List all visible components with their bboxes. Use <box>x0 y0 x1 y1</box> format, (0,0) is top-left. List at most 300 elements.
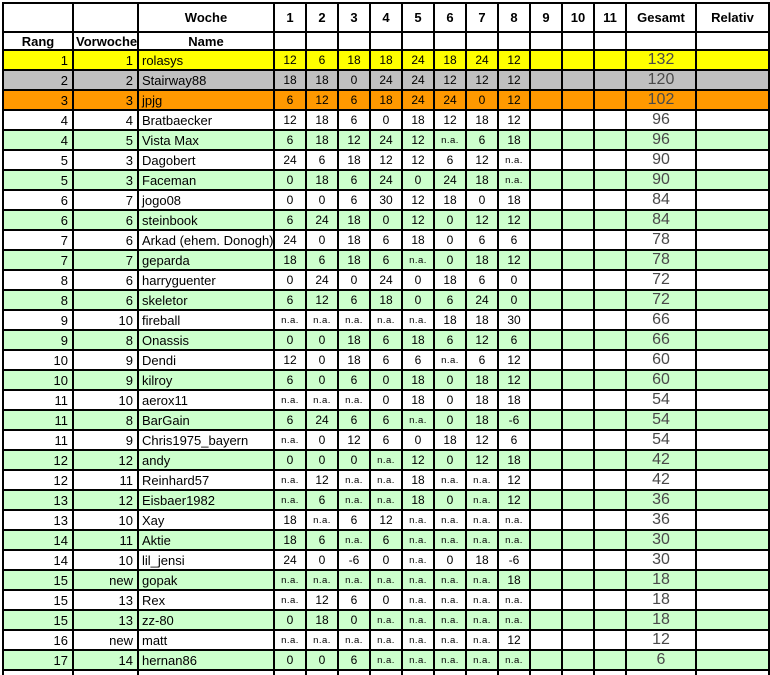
cell-week-3[interactable]: n.a. <box>338 470 370 490</box>
cell-week-8[interactable]: 18 <box>498 390 530 410</box>
cell-week-6[interactable]: 12 <box>434 70 466 90</box>
cell-week-1[interactable]: 24 <box>274 150 306 170</box>
cell-week-4[interactable]: 18 <box>370 50 402 70</box>
cell-vorwoche[interactable]: 13 <box>73 590 138 610</box>
cell-gesamt[interactable]: 54 <box>626 390 696 410</box>
cell-name[interactable]: Reinhard57 <box>138 470 274 490</box>
cell-week-3[interactable]: 6 <box>338 410 370 430</box>
cell-week-11[interactable] <box>594 50 626 70</box>
cell-week-5[interactable]: n.a. <box>402 570 434 590</box>
cell-week-5[interactable]: 18 <box>402 110 434 130</box>
cell-week-7[interactable]: 12 <box>466 210 498 230</box>
cell-relativ[interactable] <box>696 290 769 310</box>
cell-name[interactable]: Faceman <box>138 170 274 190</box>
cell-week-8[interactable]: 30 <box>498 310 530 330</box>
header-empty-vorwoche[interactable] <box>73 3 138 32</box>
cell-week-10[interactable] <box>562 370 594 390</box>
cell-week-11[interactable] <box>594 350 626 370</box>
cell-week-7[interactable]: 0 <box>466 190 498 210</box>
cell-week-9[interactable] <box>530 630 562 650</box>
cell-week-4[interactable]: 18 <box>370 290 402 310</box>
cell-week-8[interactable]: 18 <box>498 130 530 150</box>
partial-cell[interactable] <box>3 670 73 675</box>
cell-week-3[interactable]: 6 <box>338 510 370 530</box>
cell-name[interactable]: fireball <box>138 310 274 330</box>
cell-week-9[interactable] <box>530 370 562 390</box>
cell-week-3[interactable]: 6 <box>338 650 370 670</box>
cell-week-7[interactable]: 0 <box>466 90 498 110</box>
cell-week-2[interactable]: n.a. <box>306 310 338 330</box>
cell-week-7[interactable]: n.a. <box>466 650 498 670</box>
cell-week-5[interactable]: 24 <box>402 90 434 110</box>
cell-week-8[interactable]: 6 <box>498 330 530 350</box>
cell-week-2[interactable]: 18 <box>306 130 338 150</box>
cell-rang[interactable]: 15 <box>3 590 73 610</box>
cell-name[interactable]: rolasys <box>138 50 274 70</box>
cell-week-3[interactable]: 6 <box>338 370 370 390</box>
cell-week-11[interactable] <box>594 490 626 510</box>
cell-vorwoche[interactable]: 2 <box>73 70 138 90</box>
cell-week-8[interactable]: n.a. <box>498 150 530 170</box>
cell-rang[interactable]: 3 <box>3 90 73 110</box>
cell-week-9[interactable] <box>530 350 562 370</box>
cell-rang[interactable]: 6 <box>3 190 73 210</box>
cell-relativ[interactable] <box>696 250 769 270</box>
cell-week-7[interactable]: 6 <box>466 270 498 290</box>
cell-week-9[interactable] <box>530 310 562 330</box>
cell-week-4[interactable]: 30 <box>370 190 402 210</box>
cell-gesamt[interactable]: 120 <box>626 70 696 90</box>
header-empty-gesamt[interactable] <box>626 32 696 50</box>
cell-week-6[interactable]: 0 <box>434 490 466 510</box>
cell-week-5[interactable]: n.a. <box>402 590 434 610</box>
cell-week-6[interactable]: 12 <box>434 110 466 130</box>
cell-vorwoche[interactable]: 9 <box>73 370 138 390</box>
header-empty-rang[interactable] <box>3 3 73 32</box>
cell-week-4[interactable]: 0 <box>370 550 402 570</box>
cell-week-4[interactable]: 0 <box>370 210 402 230</box>
cell-gesamt[interactable]: 90 <box>626 150 696 170</box>
cell-week-11[interactable] <box>594 310 626 330</box>
cell-gesamt[interactable]: 36 <box>626 510 696 530</box>
cell-name[interactable]: aerox11 <box>138 390 274 410</box>
cell-week-5[interactable]: n.a. <box>402 530 434 550</box>
cell-week-4[interactable]: 6 <box>370 350 402 370</box>
cell-week-4[interactable]: 24 <box>370 130 402 150</box>
cell-name[interactable]: jogo08 <box>138 190 274 210</box>
cell-gesamt[interactable]: 72 <box>626 290 696 310</box>
cell-week-1[interactable]: 0 <box>274 270 306 290</box>
cell-rang[interactable]: 15 <box>3 610 73 630</box>
cell-week-9[interactable] <box>530 450 562 470</box>
cell-week-6[interactable]: n.a. <box>434 130 466 150</box>
cell-week-11[interactable] <box>594 410 626 430</box>
partial-cell[interactable] <box>73 670 138 675</box>
cell-week-11[interactable] <box>594 130 626 150</box>
cell-week-7[interactable]: 12 <box>466 70 498 90</box>
cell-gesamt[interactable]: 18 <box>626 570 696 590</box>
cell-relativ[interactable] <box>696 310 769 330</box>
cell-rang[interactable]: 16 <box>3 630 73 650</box>
cell-week-7[interactable]: n.a. <box>466 510 498 530</box>
cell-week-11[interactable] <box>594 510 626 530</box>
cell-week-7[interactable]: 18 <box>466 250 498 270</box>
cell-week-2[interactable]: 12 <box>306 470 338 490</box>
cell-relativ[interactable] <box>696 530 769 550</box>
cell-rang[interactable]: 9 <box>3 330 73 350</box>
cell-week-7[interactable]: 18 <box>466 370 498 390</box>
cell-week-11[interactable] <box>594 150 626 170</box>
cell-name[interactable]: kilroy <box>138 370 274 390</box>
cell-week-10[interactable] <box>562 90 594 110</box>
cell-week-7[interactable]: 18 <box>466 550 498 570</box>
cell-week-8[interactable]: -6 <box>498 550 530 570</box>
header-week-10[interactable]: 10 <box>562 3 594 32</box>
cell-week-10[interactable] <box>562 170 594 190</box>
cell-week-2[interactable]: 12 <box>306 290 338 310</box>
cell-week-9[interactable] <box>530 430 562 450</box>
cell-vorwoche[interactable]: 8 <box>73 410 138 430</box>
header-gesamt[interactable]: Gesamt <box>626 3 696 32</box>
header-empty-relativ[interactable] <box>696 32 769 50</box>
cell-vorwoche[interactable]: 1 <box>73 50 138 70</box>
cell-week-7[interactable]: n.a. <box>466 530 498 550</box>
cell-relativ[interactable] <box>696 610 769 630</box>
cell-week-10[interactable] <box>562 350 594 370</box>
header-week-4[interactable]: 4 <box>370 3 402 32</box>
cell-vorwoche[interactable]: 7 <box>73 190 138 210</box>
cell-name[interactable]: harryguenter <box>138 270 274 290</box>
cell-gesamt[interactable]: 42 <box>626 450 696 470</box>
cell-relativ[interactable] <box>696 390 769 410</box>
header-week-8[interactable]: 8 <box>498 3 530 32</box>
cell-week-9[interactable] <box>530 210 562 230</box>
cell-week-1[interactable]: 24 <box>274 230 306 250</box>
cell-week-1[interactable]: 0 <box>274 650 306 670</box>
cell-name[interactable]: jpjg <box>138 90 274 110</box>
cell-week-10[interactable] <box>562 610 594 630</box>
cell-week-1[interactable]: n.a. <box>274 310 306 330</box>
partial-cell[interactable] <box>562 670 594 675</box>
partial-cell[interactable] <box>530 670 562 675</box>
cell-name[interactable]: Arkad (ehem. Donogh) <box>138 230 274 250</box>
cell-week-9[interactable] <box>530 470 562 490</box>
header-week-2[interactable]: 2 <box>306 3 338 32</box>
header-name[interactable]: Name <box>138 32 274 50</box>
cell-week-3[interactable]: 18 <box>338 350 370 370</box>
cell-vorwoche[interactable]: 7 <box>73 250 138 270</box>
cell-week-1[interactable]: 0 <box>274 170 306 190</box>
cell-gesamt[interactable]: 72 <box>626 270 696 290</box>
partial-cell[interactable] <box>696 670 769 675</box>
cell-week-10[interactable] <box>562 110 594 130</box>
cell-week-9[interactable] <box>530 590 562 610</box>
cell-name[interactable]: geparda <box>138 250 274 270</box>
cell-name[interactable]: Rex <box>138 590 274 610</box>
cell-week-2[interactable]: 18 <box>306 110 338 130</box>
cell-week-5[interactable]: n.a. <box>402 630 434 650</box>
cell-rang[interactable]: 7 <box>3 230 73 250</box>
cell-rang[interactable]: 11 <box>3 430 73 450</box>
cell-week-1[interactable]: 6 <box>274 210 306 230</box>
cell-week-11[interactable] <box>594 230 626 250</box>
partial-cell[interactable] <box>626 670 696 675</box>
cell-week-5[interactable]: n.a. <box>402 250 434 270</box>
cell-week-11[interactable] <box>594 270 626 290</box>
cell-relativ[interactable] <box>696 190 769 210</box>
cell-week-10[interactable] <box>562 630 594 650</box>
cell-week-10[interactable] <box>562 430 594 450</box>
cell-week-10[interactable] <box>562 210 594 230</box>
subheader-week-2[interactable] <box>306 32 338 50</box>
cell-week-11[interactable] <box>594 590 626 610</box>
cell-week-11[interactable] <box>594 370 626 390</box>
cell-week-10[interactable] <box>562 290 594 310</box>
cell-week-4[interactable]: 6 <box>370 250 402 270</box>
cell-week-6[interactable]: 0 <box>434 410 466 430</box>
cell-week-4[interactable]: 6 <box>370 410 402 430</box>
cell-week-8[interactable]: 12 <box>498 210 530 230</box>
cell-week-2[interactable]: 0 <box>306 330 338 350</box>
cell-week-10[interactable] <box>562 250 594 270</box>
cell-vorwoche[interactable]: 10 <box>73 390 138 410</box>
cell-week-7[interactable]: 12 <box>466 150 498 170</box>
cell-gesamt[interactable]: 132 <box>626 50 696 70</box>
cell-vorwoche[interactable]: 14 <box>73 650 138 670</box>
cell-name[interactable]: hernan86 <box>138 650 274 670</box>
cell-gesamt[interactable]: 66 <box>626 310 696 330</box>
cell-vorwoche[interactable]: 12 <box>73 450 138 470</box>
cell-week-5[interactable]: 18 <box>402 490 434 510</box>
cell-week-8[interactable]: 18 <box>498 190 530 210</box>
cell-week-5[interactable]: 18 <box>402 330 434 350</box>
cell-gesamt[interactable]: 84 <box>626 210 696 230</box>
cell-week-11[interactable] <box>594 290 626 310</box>
cell-week-10[interactable] <box>562 190 594 210</box>
cell-week-2[interactable]: 6 <box>306 250 338 270</box>
cell-week-8[interactable]: n.a. <box>498 170 530 190</box>
cell-week-2[interactable]: 24 <box>306 410 338 430</box>
cell-week-3[interactable]: -6 <box>338 550 370 570</box>
cell-week-8[interactable]: 12 <box>498 50 530 70</box>
cell-week-7[interactable]: n.a. <box>466 590 498 610</box>
cell-name[interactable]: Chris1975_bayern <box>138 430 274 450</box>
cell-week-1[interactable]: 0 <box>274 330 306 350</box>
cell-week-10[interactable] <box>562 390 594 410</box>
cell-name[interactable]: BarGain <box>138 410 274 430</box>
cell-rang[interactable]: 12 <box>3 470 73 490</box>
cell-week-3[interactable]: n.a. <box>338 570 370 590</box>
cell-week-6[interactable]: n.a. <box>434 650 466 670</box>
cell-week-8[interactable]: 12 <box>498 250 530 270</box>
cell-relativ[interactable] <box>696 490 769 510</box>
cell-week-9[interactable] <box>530 110 562 130</box>
cell-week-8[interactable]: n.a. <box>498 610 530 630</box>
cell-week-6[interactable]: n.a. <box>434 630 466 650</box>
cell-week-2[interactable]: 6 <box>306 530 338 550</box>
cell-week-8[interactable]: 12 <box>498 490 530 510</box>
cell-vorwoche[interactable]: 9 <box>73 430 138 450</box>
cell-week-10[interactable] <box>562 510 594 530</box>
cell-relativ[interactable] <box>696 410 769 430</box>
cell-week-9[interactable] <box>530 330 562 350</box>
partial-cell[interactable] <box>466 670 498 675</box>
cell-week-1[interactable]: 12 <box>274 350 306 370</box>
cell-week-7[interactable]: n.a. <box>466 610 498 630</box>
cell-name[interactable]: skeletor <box>138 290 274 310</box>
subheader-week-7[interactable] <box>466 32 498 50</box>
cell-week-4[interactable]: n.a. <box>370 630 402 650</box>
cell-week-8[interactable]: -6 <box>498 410 530 430</box>
cell-week-9[interactable] <box>530 410 562 430</box>
cell-week-7[interactable]: 24 <box>466 290 498 310</box>
cell-vorwoche[interactable]: 6 <box>73 210 138 230</box>
cell-rang[interactable]: 13 <box>3 510 73 530</box>
cell-name[interactable]: matt <box>138 630 274 650</box>
cell-relativ[interactable] <box>696 110 769 130</box>
cell-relativ[interactable] <box>696 330 769 350</box>
cell-week-11[interactable] <box>594 570 626 590</box>
cell-week-6[interactable]: n.a. <box>434 350 466 370</box>
header-week-9[interactable]: 9 <box>530 3 562 32</box>
cell-week-11[interactable] <box>594 650 626 670</box>
cell-relativ[interactable] <box>696 50 769 70</box>
cell-week-3[interactable]: 12 <box>338 430 370 450</box>
cell-week-1[interactable]: 24 <box>274 550 306 570</box>
cell-week-10[interactable] <box>562 310 594 330</box>
cell-week-6[interactable]: n.a. <box>434 610 466 630</box>
cell-week-8[interactable]: 12 <box>498 110 530 130</box>
cell-week-9[interactable] <box>530 530 562 550</box>
cell-week-3[interactable]: n.a. <box>338 630 370 650</box>
cell-week-6[interactable]: 0 <box>434 230 466 250</box>
cell-week-10[interactable] <box>562 410 594 430</box>
cell-name[interactable]: Bratbaecker <box>138 110 274 130</box>
cell-week-3[interactable]: 0 <box>338 70 370 90</box>
cell-week-1[interactable]: 6 <box>274 290 306 310</box>
cell-week-10[interactable] <box>562 270 594 290</box>
cell-gesamt[interactable]: 18 <box>626 590 696 610</box>
cell-week-3[interactable]: 18 <box>338 330 370 350</box>
cell-gesamt[interactable]: 60 <box>626 350 696 370</box>
cell-week-1[interactable]: 12 <box>274 50 306 70</box>
cell-week-4[interactable]: 6 <box>370 530 402 550</box>
cell-week-6[interactable]: 6 <box>434 290 466 310</box>
cell-vorwoche[interactable]: 12 <box>73 490 138 510</box>
cell-week-9[interactable] <box>530 130 562 150</box>
cell-week-2[interactable]: 18 <box>306 170 338 190</box>
cell-week-1[interactable]: 6 <box>274 90 306 110</box>
partial-cell[interactable] <box>594 670 626 675</box>
cell-week-6[interactable]: 18 <box>434 270 466 290</box>
cell-week-5[interactable]: 18 <box>402 370 434 390</box>
cell-vorwoche[interactable]: new <box>73 570 138 590</box>
cell-week-10[interactable] <box>562 130 594 150</box>
cell-gesamt[interactable]: 30 <box>626 550 696 570</box>
header-rang[interactable]: Rang <box>3 32 73 50</box>
cell-week-8[interactable]: 6 <box>498 430 530 450</box>
cell-week-5[interactable]: 24 <box>402 50 434 70</box>
cell-week-3[interactable]: 0 <box>338 270 370 290</box>
cell-rang[interactable]: 11 <box>3 390 73 410</box>
cell-week-6[interactable]: 6 <box>434 150 466 170</box>
cell-week-5[interactable]: 18 <box>402 230 434 250</box>
cell-vorwoche[interactable]: 11 <box>73 470 138 490</box>
cell-week-5[interactable]: n.a. <box>402 510 434 530</box>
cell-week-2[interactable]: 0 <box>306 450 338 470</box>
cell-relativ[interactable] <box>696 130 769 150</box>
cell-week-5[interactable]: n.a. <box>402 610 434 630</box>
cell-week-11[interactable] <box>594 430 626 450</box>
cell-rang[interactable]: 7 <box>3 250 73 270</box>
cell-week-11[interactable] <box>594 250 626 270</box>
cell-relativ[interactable] <box>696 470 769 490</box>
cell-relativ[interactable] <box>696 550 769 570</box>
cell-vorwoche[interactable]: 11 <box>73 530 138 550</box>
cell-relativ[interactable] <box>696 230 769 250</box>
cell-week-3[interactable]: 6 <box>338 590 370 610</box>
cell-week-2[interactable]: n.a. <box>306 630 338 650</box>
cell-week-6[interactable]: 0 <box>434 250 466 270</box>
cell-week-6[interactable]: 0 <box>434 210 466 230</box>
cell-rang[interactable]: 9 <box>3 310 73 330</box>
cell-week-9[interactable] <box>530 390 562 410</box>
cell-week-2[interactable]: n.a. <box>306 570 338 590</box>
cell-vorwoche[interactable]: 6 <box>73 270 138 290</box>
cell-week-5[interactable]: 6 <box>402 350 434 370</box>
cell-week-3[interactable]: 18 <box>338 210 370 230</box>
cell-week-10[interactable] <box>562 490 594 510</box>
cell-week-9[interactable] <box>530 570 562 590</box>
cell-week-1[interactable]: n.a. <box>274 590 306 610</box>
cell-week-8[interactable]: 6 <box>498 230 530 250</box>
partial-cell[interactable] <box>138 670 274 675</box>
cell-week-1[interactable]: n.a. <box>274 390 306 410</box>
cell-gesamt[interactable]: 84 <box>626 190 696 210</box>
cell-relativ[interactable] <box>696 350 769 370</box>
subheader-week-1[interactable] <box>274 32 306 50</box>
cell-vorwoche[interactable]: new <box>73 630 138 650</box>
cell-name[interactable]: gopak <box>138 570 274 590</box>
cell-rang[interactable]: 4 <box>3 110 73 130</box>
cell-week-1[interactable]: 0 <box>274 450 306 470</box>
cell-week-8[interactable]: n.a. <box>498 590 530 610</box>
cell-week-3[interactable]: 12 <box>338 130 370 150</box>
header-week-5[interactable]: 5 <box>402 3 434 32</box>
cell-vorwoche[interactable]: 3 <box>73 170 138 190</box>
cell-week-10[interactable] <box>562 70 594 90</box>
cell-week-5[interactable]: n.a. <box>402 310 434 330</box>
cell-week-9[interactable] <box>530 490 562 510</box>
cell-week-8[interactable]: 18 <box>498 450 530 470</box>
cell-week-11[interactable] <box>594 610 626 630</box>
cell-week-5[interactable]: 18 <box>402 470 434 490</box>
cell-week-8[interactable]: n.a. <box>498 510 530 530</box>
cell-week-3[interactable]: 18 <box>338 50 370 70</box>
cell-week-1[interactable]: 12 <box>274 110 306 130</box>
cell-week-10[interactable] <box>562 450 594 470</box>
cell-name[interactable]: Dendi <box>138 350 274 370</box>
cell-week-6[interactable]: 6 <box>434 330 466 350</box>
cell-week-2[interactable]: 0 <box>306 430 338 450</box>
cell-relativ[interactable] <box>696 570 769 590</box>
cell-week-10[interactable] <box>562 50 594 70</box>
cell-week-4[interactable]: 6 <box>370 430 402 450</box>
cell-relativ[interactable] <box>696 90 769 110</box>
cell-week-11[interactable] <box>594 470 626 490</box>
subheader-week-6[interactable] <box>434 32 466 50</box>
cell-week-10[interactable] <box>562 470 594 490</box>
